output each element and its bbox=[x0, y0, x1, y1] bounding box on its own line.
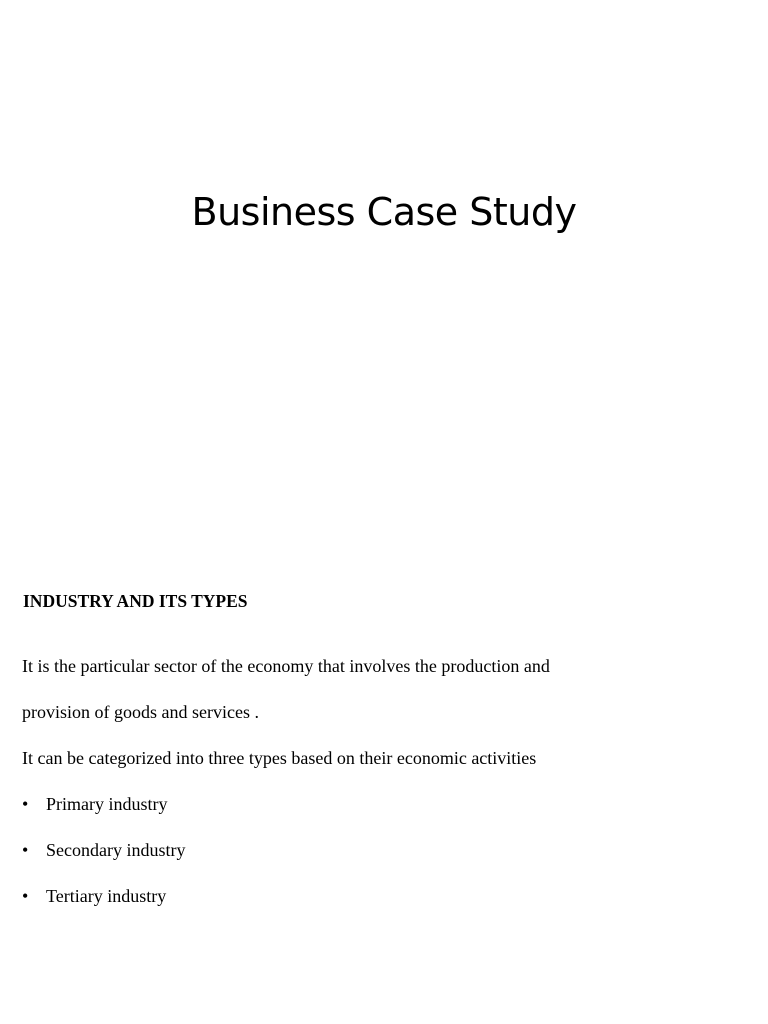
paragraph-line: provision of goods and services . bbox=[22, 702, 259, 722]
bullet-icon: • bbox=[22, 794, 29, 814]
bullet-icon: • bbox=[22, 840, 29, 860]
bullet-icon: • bbox=[22, 886, 29, 906]
list-item-label: Primary industry bbox=[46, 794, 168, 814]
section-heading: INDUSTRY AND ITS TYPES bbox=[23, 591, 248, 611]
paragraph-line: It is the particular sector of the economy that involves the production and bbox=[22, 656, 550, 676]
list-item-label: Secondary industry bbox=[46, 840, 186, 860]
paragraph-line: It can be categorized into three types based on their economic activities bbox=[22, 748, 537, 768]
page-title: Business Case Study bbox=[191, 190, 577, 234]
list-item-label: Tertiary industry bbox=[46, 886, 167, 906]
